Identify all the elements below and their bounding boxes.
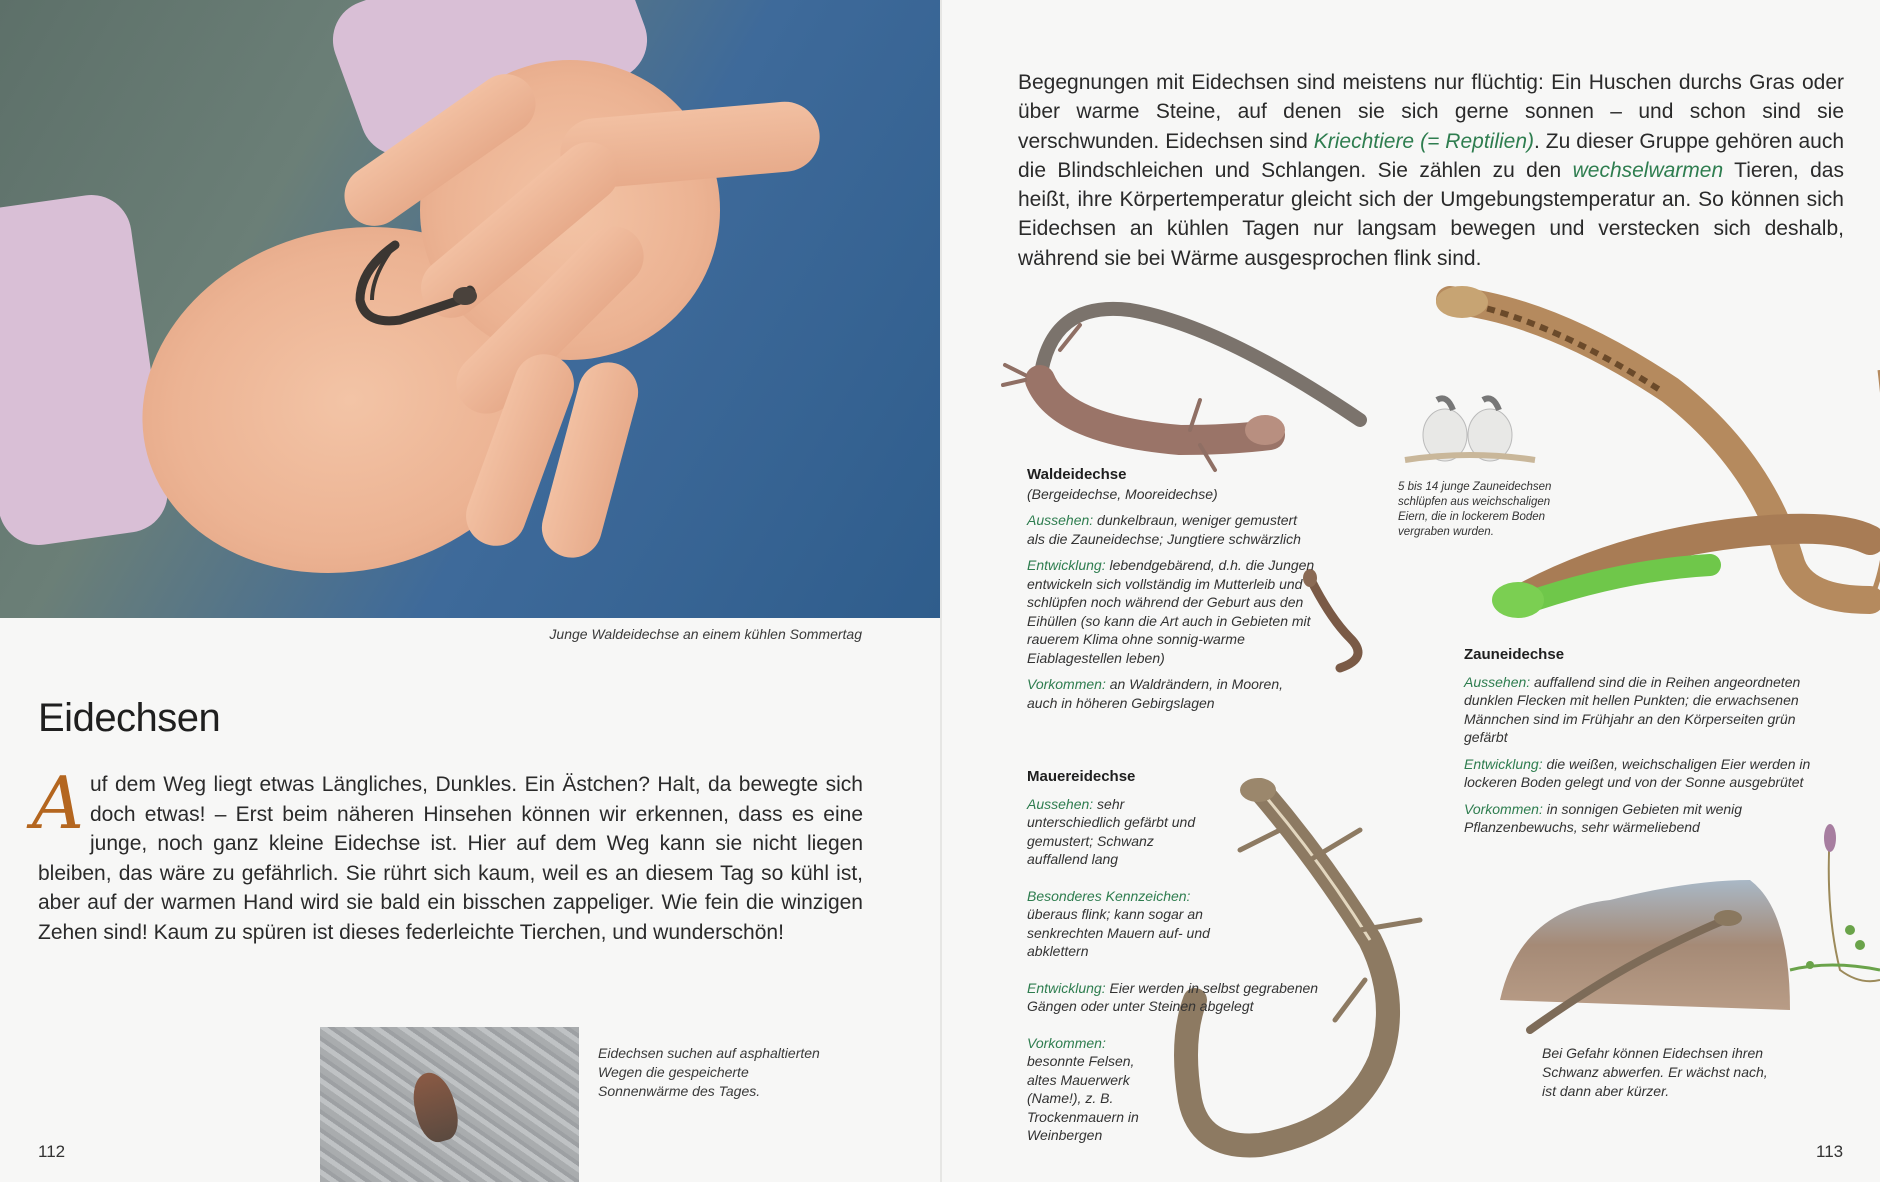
value-aussehen: sehr unterschiedlich gefärbt und gemustert; Schwanz auffallend lang: [1027, 795, 1196, 867]
info-entwicklung: [1027, 556, 1317, 667]
label-aussehen: Aussehen:: [1027, 795, 1094, 812]
label-entwicklung: Entwicklung:: [1027, 979, 1106, 996]
value-entwicklung: lebendgebärend, d.h. die Jungen entwickeln sich vollständig im Mutterleib und schlüpfen noch während der Geburt aus den Eihüllen (so kann die Art auch in Gebieten mit rauerem Klima ohne sonnig-warme Eiablagestellen leben): [1027, 557, 1315, 666]
value-vorkommen: besonnte Felsen, altes Mauerwerk (Name!), z. B. Trockenmauern in Weinbergen: [1027, 1053, 1139, 1143]
mauereidechse-info: [1027, 768, 1327, 1153]
info-kennzeichen: [1027, 887, 1237, 961]
species-name: Zauneidechse: [1464, 646, 1565, 663]
hero-caption: Junge Waldeidechse an einem kühlen Sommertag: [549, 626, 862, 642]
dropcap: A: [32, 761, 84, 845]
info-vorkommen: [1464, 800, 1814, 837]
young-lizard-illustration: [0, 0, 940, 618]
rock-lizard-illustration: [1490, 870, 1810, 1040]
tail-caption: Bei Gefahr können Eidechsen ihren Schwanz abwerfen. Er wächst nach, ist dann aber kürzer.: [1542, 1045, 1768, 1099]
value-kennzeichen: überaus flink; kann sogar an senkrechten Mauern auf- und abklettern: [1027, 906, 1210, 959]
info-entwicklung: [1027, 979, 1327, 1016]
label-entwicklung: Entwicklung:: [1027, 557, 1106, 573]
thyme-plant-illustration: [1790, 820, 1880, 990]
intro-text-2: . Zu dieser Gruppe gehören auch die Blindschleichen und Schlangen. Sie zählen zu den: [1018, 129, 1844, 182]
asphalt-lizard-photo: [320, 1027, 579, 1182]
intro-text-3: Tieren, das heißt, ihre Körpertemperatur gleicht sich der Umgebungstemperatur an. So können sich Eidechsen an kühlen Tagen nur langsam bewegen und verstecken sich deshalb, während sie bei Wärme ausgesprochen flink sind.: [1018, 158, 1844, 270]
waldeidechse-info: [1027, 466, 1317, 720]
species-synonyms: (Bergeidechse, Mooreidechse): [1027, 485, 1218, 502]
zauneidechse-male-illustration: [1480, 470, 1880, 650]
info-aussehen: [1027, 795, 1207, 869]
waldeidechse-illustration: [1000, 290, 1380, 490]
value-aussehen: dunkelbraun, weniger gemustert als die Zauneidechse; Jungtiere schwärzlich: [1027, 512, 1301, 547]
book-gutter: [940, 0, 942, 1182]
value-aussehen: auffallend sind die in Reihen angeordneten dunklen Flecken mit hellen Punkten; die erwachsenen Männchen sind im Frühjahr an den Körperseiten grün gefärbt: [1464, 673, 1801, 745]
eggs-caption: 5 bis 14 junge Zauneidechsen schlüpfen aus weichschaligen Eiern, die in lockerem Boden vergraben wurden.: [1398, 481, 1552, 538]
species-name: Waldeidechse: [1027, 466, 1127, 483]
info-vorkommen: [1027, 675, 1317, 712]
species-name: Mauereidechse: [1027, 768, 1136, 785]
value-entwicklung: Eier werden in selbst gegrabenen Gängen oder unter Steinen abgelegt: [1027, 979, 1319, 1014]
intro-text-1: Begegnungen mit Eidechsen sind meistens nur flüchtig: Ein Huschen durchs Gras oder über warme Steine, auf denen sie sich gerne sonnen – und schon sind sie verschwunden. Eidechsen sind: [1018, 71, 1844, 153]
info-vorkommen: [1027, 1034, 1167, 1145]
info-aussehen: [1027, 511, 1317, 548]
value-vorkommen: an Waldrändern, in Mooren, auch in höheren Gebirgslagen: [1027, 676, 1284, 711]
info-aussehen: [1464, 673, 1814, 747]
intro-text: uf dem Weg liegt etwas Längliches, Dunkles. Ein Ästchen? Halt, da bewegte sich doch etwas! – Erst beim näheren Hinsehen können wir erkennen, dass es eine junge, noch ganz kleine Eidechse ist. Hier auf dem Weg kann sie nicht liegen bleiben, das wäre zu gefährlich. Sie rührt sich kaum, weil es an diesem Tag so kühl ist, aber auf der warmen Hand wird sie bald ein bisschen zappeliger. Wie fein die winzigen Zehen sind! Kaum zu spüren ist dieses federleichte Tierchen, und wunderschön!: [38, 773, 863, 944]
value-entwicklung: die weißen, weichschaligen Eier werden in lockeren Boden gelegt und von der Sonne ausgebrütet: [1464, 755, 1811, 790]
hero-photo: [0, 0, 940, 618]
label-aussehen: Aussehen:: [1464, 673, 1531, 690]
label-entwicklung: Entwicklung:: [1464, 755, 1543, 772]
right-intro-paragraph: [1018, 68, 1844, 273]
page-number-left: 112: [38, 1142, 66, 1161]
page-title: Eidechsen: [38, 696, 221, 740]
label-vorkommen: Vorkommen:: [1027, 676, 1106, 692]
label-vorkommen: Vorkommen:: [1027, 1034, 1106, 1051]
page-number-right: 113: [1816, 1142, 1844, 1161]
info-entwicklung: [1464, 755, 1814, 792]
label-kennzeichen: Besonderes Kennzeichen:: [1027, 887, 1191, 904]
intro-paragraph: [32, 761, 863, 947]
zauneidechse-info: [1464, 646, 1814, 845]
value-vorkommen: in sonnigen Gebieten mit wenig Pflanzenbewuchs, sehr wärmeliebend: [1464, 800, 1743, 835]
asphalt-caption: Eidechsen suchen auf asphaltierten Wegen die gespeicherte Sonnenwärme des Tages.: [598, 1045, 820, 1099]
label-vorkommen: Vorkommen:: [1464, 800, 1543, 817]
term-wechselwarm: wechselwarmen: [1572, 158, 1724, 182]
term-kriechtiere: Kriechtiere (= Reptilien): [1313, 129, 1534, 153]
label-aussehen: Aussehen:: [1027, 512, 1094, 528]
